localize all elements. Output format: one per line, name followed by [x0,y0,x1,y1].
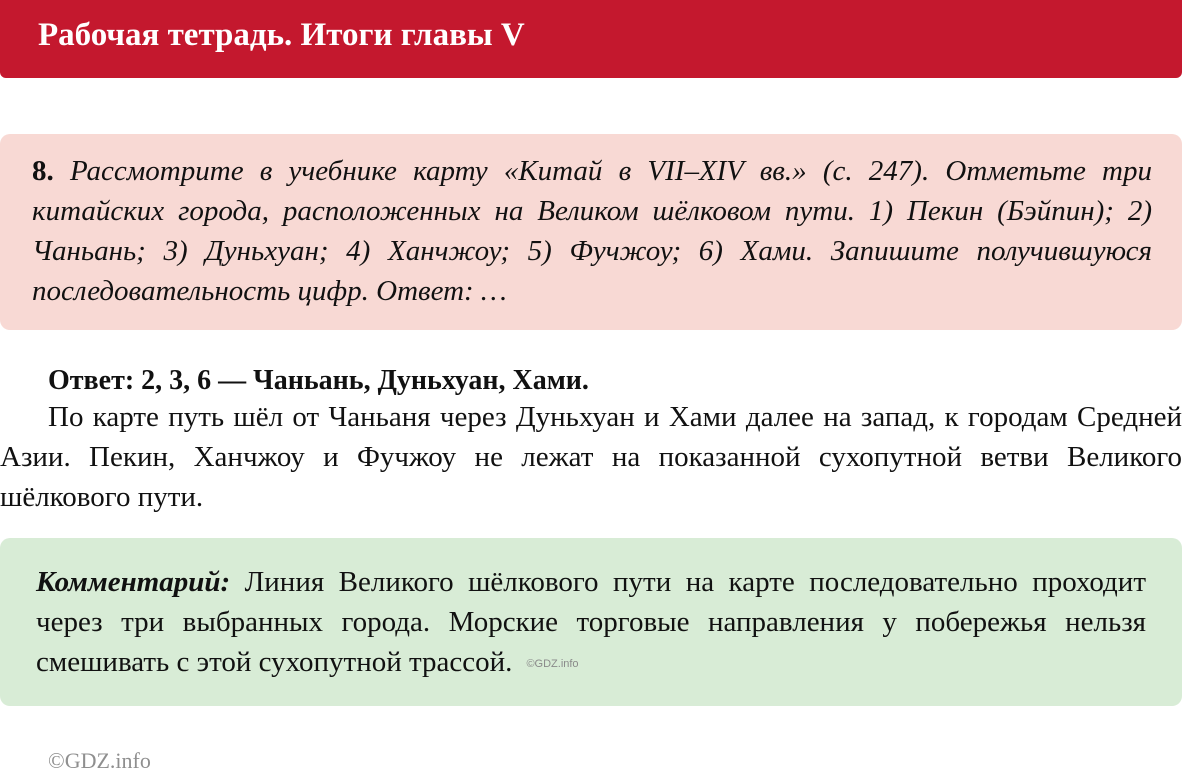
answer-title: Ответ: 2, 3, 6 — Чаньань, Дуньхуан, Хами. [48,365,589,396]
comment-text [36,562,1146,684]
comment-label: Комментарий: [36,566,231,598]
inline-watermark: ©GDZ.info [526,658,579,671]
footer-watermark: ©GDZ.info [48,748,151,773]
task-statement: Рассмотрите в учебнике карту «Китай в VII–XIV вв.» (с. 247). Отметьте три китайских города, расположенных на Великом шёлковом пути. 1) Пекин (Бэйпин); 2) Чаньань; 3) Дуньхуан; 4) Ханчжоу; 5) Фучжоу; 6) Хами. Запишите получившуюся последовательность цифр. Ответ: … [32,155,1152,307]
comment-body: Линия Великого шёлкового пути на карте последовательно проходит через три выбранных города. Морские торговые направления у побережья нельзя смешивать с этой сухопутной трассой. [36,566,1146,678]
page-title: Рабочая тетрадь. Итоги главы V [38,17,525,53]
task-number: 8. [32,155,54,187]
header-bar [0,0,1182,78]
answer-explanation: По карте путь шёл от Чаньаня через Дуньхуан и Хами далее на запад, к городам Средней Азии. Пекин, Ханчжоу и Фучжоу не лежат на показанной сухопутной ветви Великого шёлкового пути. [0,401,1182,513]
task-text [32,151,1152,311]
